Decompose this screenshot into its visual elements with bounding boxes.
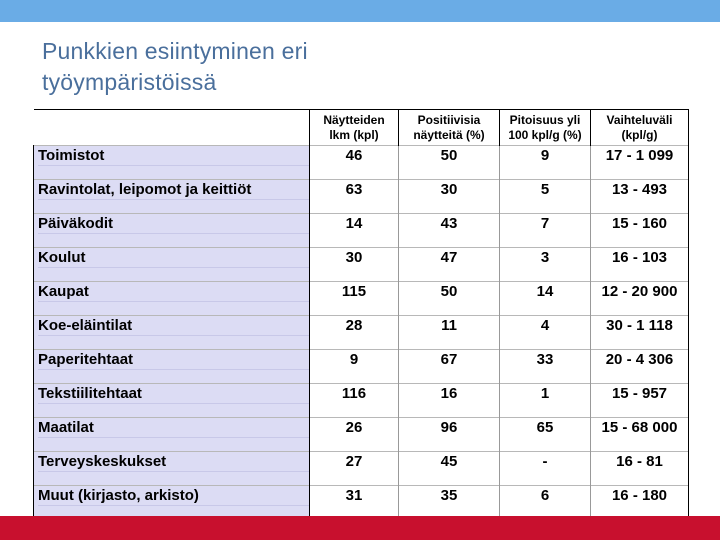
cell-range [591,214,689,248]
header-range-line-2: (kpl/g) [621,128,658,142]
cell-range-text: 15 - 957 [611,385,668,402]
slide-title-line-1: Punkkien esiintyminen eri [42,38,308,64]
row-label-text: Kaupat [38,283,309,302]
bottom-accent-bar [0,516,720,540]
cell-positive-text: 47 [440,249,458,266]
cell-range [591,146,689,180]
cell-positive [399,248,500,282]
cell-positive [399,384,500,418]
row-label-text: Tekstiilitehtaat [38,385,309,404]
header-over100-line-1: Pitoisuus yli [509,113,581,127]
row-label [34,350,310,384]
cell-range-text: 16 - 81 [616,453,663,470]
table-header-row [34,110,689,146]
cell-over100 [500,486,591,520]
cell-range-text: 17 - 1 099 [605,147,674,164]
cell-positive [399,418,500,452]
cell-positive-text: 11 [441,317,457,334]
header-samples-line-1: Näytteiden [323,113,385,127]
top-accent-bar [0,0,720,22]
cell-over100-text: 6 [540,487,550,504]
cell-positive [399,146,500,180]
cell-samples [310,350,399,384]
cell-samples [310,180,399,214]
cell-over100 [500,248,591,282]
slide-title [42,36,308,98]
cell-samples-text: 63 [345,181,363,198]
row-label-text: Toimistot [38,147,309,166]
cell-over100-text: 7 [540,215,550,232]
row-label [34,418,310,452]
row-label-text: Koe-eläintilat [38,317,309,336]
header-over100 [500,110,591,146]
cell-over100-text: 1 [540,385,550,402]
cell-over100 [500,384,591,418]
cell-range-text: 16 - 103 [611,249,668,266]
cell-positive [399,180,500,214]
cell-over100 [500,180,591,214]
table-row [34,452,689,486]
cell-over100 [500,316,591,350]
cell-samples-text: 31 [345,487,363,504]
cell-range [591,316,689,350]
cell-range [591,452,689,486]
row-label-text: Paperitehtaat [38,351,309,370]
cell-samples-text: 9 [349,351,359,368]
cell-over100-text: 14 [536,283,554,300]
header-positive-line-2: näytteitä (%) [413,128,485,142]
cell-positive-text: 35 [440,487,458,504]
table-row [34,248,689,282]
cell-positive [399,350,500,384]
cell-over100-text: 5 [540,181,550,198]
cell-samples-text: 26 [345,419,363,436]
mite-data-table [33,109,688,513]
row-label [34,214,310,248]
cell-range-text: 20 - 4 306 [605,351,674,368]
cell-over100-text: 9 [540,147,550,164]
cell-samples-text: 14 [345,215,363,232]
table-row [34,146,689,180]
table-row [34,418,689,452]
cell-positive-text: 30 [440,181,458,198]
row-label [34,452,310,486]
cell-positive-text: 50 [440,283,458,300]
cell-over100-text: 4 [540,317,550,334]
table-row [34,350,689,384]
cell-samples [310,214,399,248]
cell-positive [399,316,500,350]
cell-over100 [500,146,591,180]
header-samples-line-2: lkm (kpl) [329,128,379,142]
slide-title-line-2: työympäristöissä [42,69,217,95]
cell-over100 [500,350,591,384]
row-label-text: Terveyskeskukset [38,453,309,472]
row-label [34,282,310,316]
row-label [34,180,310,214]
table-row [34,486,689,520]
cell-over100-text: 65 [536,419,554,436]
cell-samples [310,384,399,418]
cell-samples [310,452,399,486]
cell-samples [310,486,399,520]
cell-over100-text: - [542,453,548,470]
cell-samples-text: 28 [345,317,363,334]
row-label [34,248,310,282]
cell-over100-text: 3 [540,249,550,266]
cell-positive-text: 43 [440,215,458,232]
table-row [34,316,689,350]
cell-samples-text: 30 [345,249,363,266]
cell-range-text: 30 - 1 118 [606,317,673,334]
header-positive [399,110,500,146]
header-range [591,110,689,146]
cell-samples [310,146,399,180]
row-label [34,146,310,180]
cell-over100 [500,452,591,486]
cell-range [591,418,689,452]
row-label [34,486,310,520]
cell-samples [310,418,399,452]
cell-range [591,384,689,418]
table-row [34,384,689,418]
row-label [34,384,310,418]
cell-samples [310,282,399,316]
cell-range-text: 15 - 68 000 [601,419,678,436]
cell-over100-text: 33 [536,351,554,368]
cell-range [591,486,689,520]
cell-samples-text: 116 [341,385,367,402]
cell-range-text: 15 - 160 [611,215,668,232]
cell-over100 [500,214,591,248]
row-label-text: Koulut [38,249,309,268]
cell-range-text: 16 - 180 [611,487,668,504]
cell-positive-text: 96 [440,419,458,436]
cell-range-text: 13 - 493 [611,181,668,198]
header-positive-line-1: Positiivisia [417,113,481,127]
cell-samples-text: 27 [345,453,363,470]
cell-range-text: 12 - 20 900 [601,283,678,300]
row-label-text: Ravintolat, leipomot ja keittiöt [38,181,309,200]
row-label-text: Päiväkodit [38,215,309,234]
cell-range [591,248,689,282]
cell-over100 [500,418,591,452]
header-samples [310,110,399,146]
row-label [34,316,310,350]
cell-range [591,282,689,316]
cell-positive-text: 67 [440,351,458,368]
table-row [34,214,689,248]
header-label-column [34,110,310,146]
cell-range [591,180,689,214]
header-over100-line-2: 100 kpl/g (%) [508,128,582,142]
cell-samples [310,248,399,282]
table-row [34,282,689,316]
cell-positive-text: 50 [440,147,458,164]
cell-samples-text: 115 [341,283,367,300]
cell-positive-text: 16 [440,385,458,402]
table-row [34,180,689,214]
cell-positive [399,214,500,248]
cell-range [591,350,689,384]
cell-samples-text: 46 [345,147,363,164]
cell-over100 [500,282,591,316]
cell-samples [310,316,399,350]
cell-positive [399,486,500,520]
row-label-text: Maatilat [38,419,309,438]
row-label-text: Muut (kirjasto, arkisto) [38,487,309,506]
cell-positive-text: 45 [440,453,458,470]
cell-positive [399,282,500,316]
header-range-line-1: Vaihteluväli [606,113,673,127]
cell-positive [399,452,500,486]
